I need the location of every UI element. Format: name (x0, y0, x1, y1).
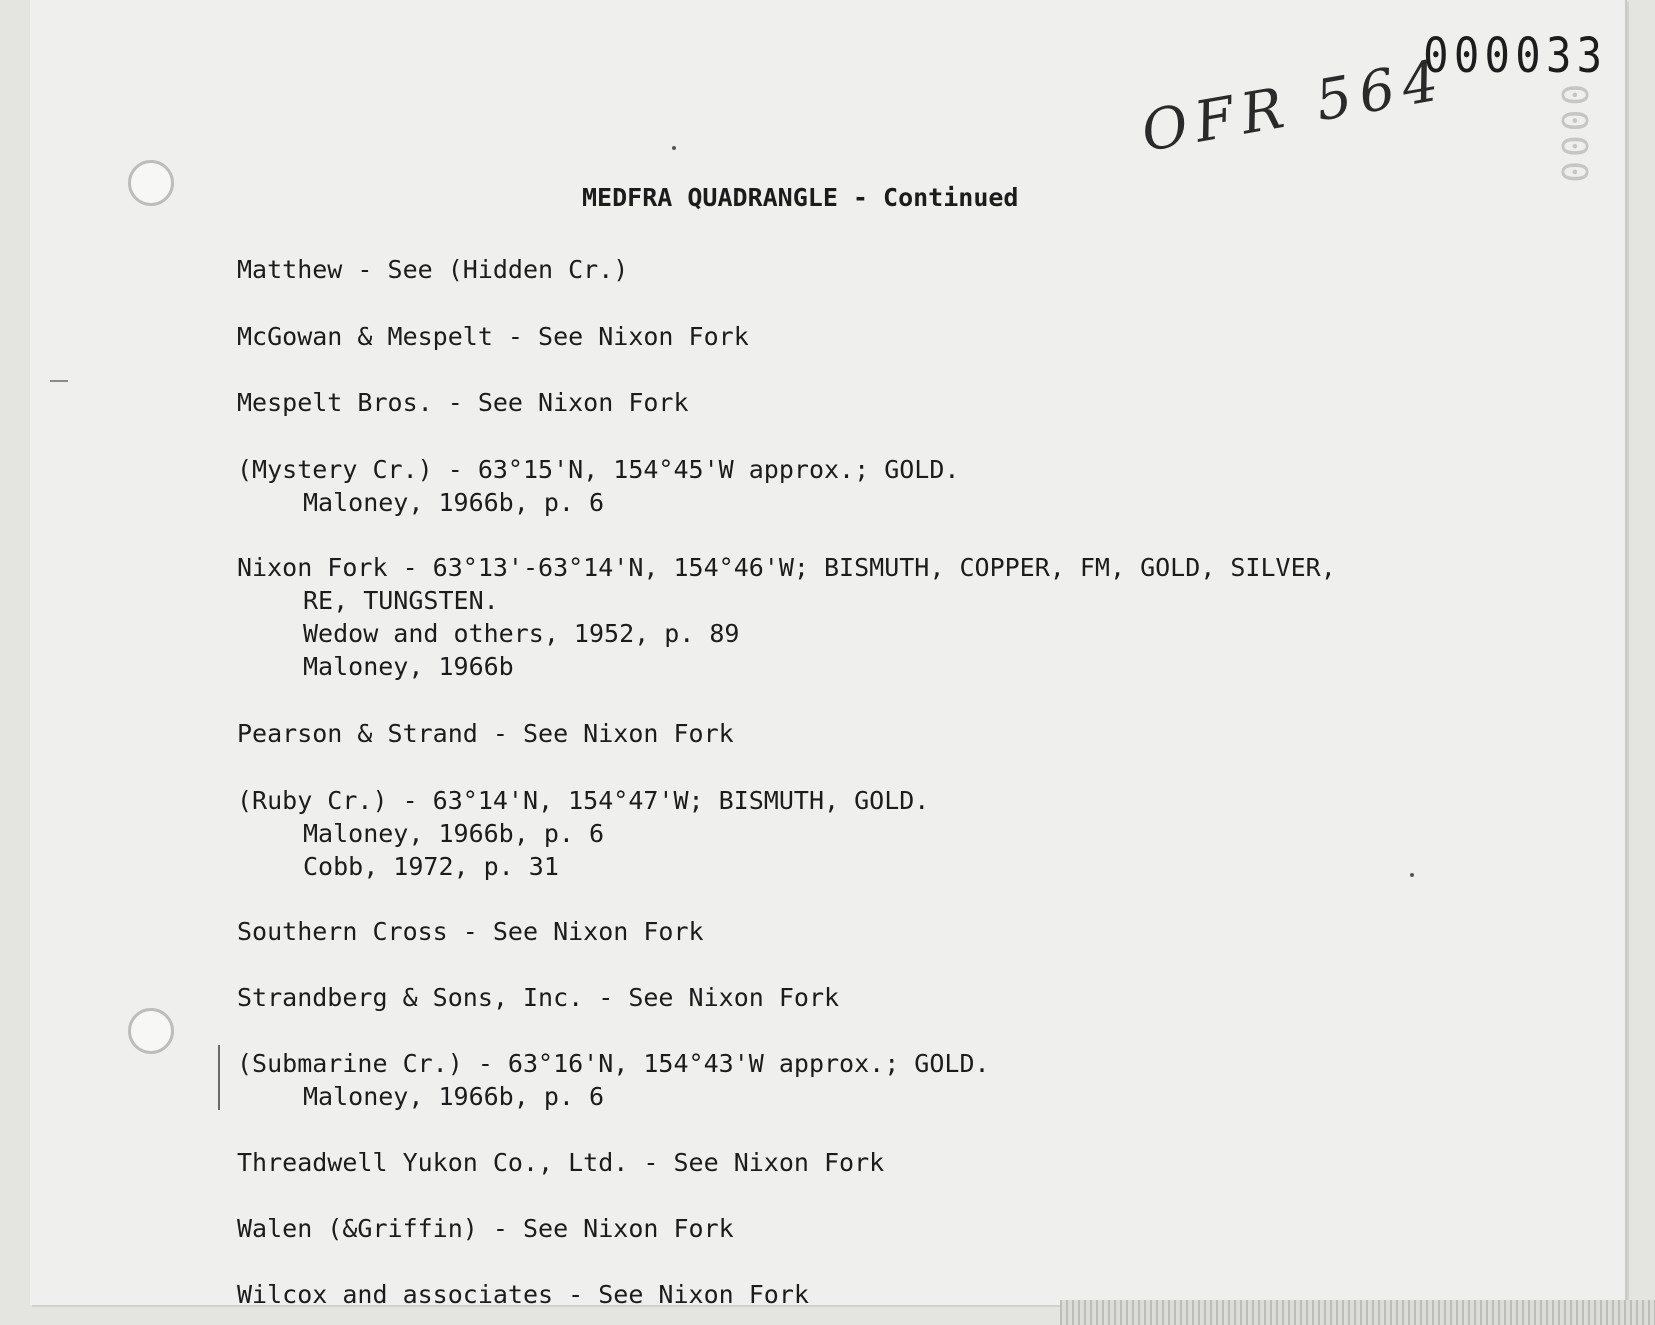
entry-heading: Pearson & Strand - See Nixon Fork (237, 719, 734, 748)
margin-mark (218, 1045, 220, 1110)
entry (237, 784, 929, 883)
punch-hole-top (128, 160, 174, 206)
entry (237, 453, 959, 519)
entry-reference: Cobb, 1972, p. 31 (303, 852, 559, 881)
entry (237, 1146, 884, 1179)
entry-reference: Maloney, 1966b (303, 652, 514, 681)
entry-reference: RE, TUNGSTEN. (303, 586, 499, 615)
entry-heading: (Ruby Cr.) - 63°14'N, 154°47'W; BISMUTH, GOLD. (237, 786, 930, 815)
entry (237, 981, 839, 1014)
entry-reference: Maloney, 1966b, p. 6 (303, 1082, 605, 1111)
faint-bleedthrough-stamp: 0000 (1556, 80, 1597, 183)
entry-heading: Mespelt Bros. - See Nixon Fork (237, 388, 689, 417)
entry-heading: McGowan & Mespelt - See Nixon Fork (237, 322, 749, 351)
entry (237, 320, 749, 353)
speck (1410, 873, 1414, 877)
speck (672, 146, 676, 150)
entry (237, 1212, 734, 1245)
entry-heading: Walen (&Griffin) - See Nixon Fork (237, 1214, 734, 1243)
entry (237, 1278, 809, 1311)
entry-heading: Strandberg & Sons, Inc. - See Nixon Fork (237, 983, 840, 1012)
entry (237, 253, 628, 286)
edge-mark (50, 380, 68, 382)
entry-heading: (Mystery Cr.) - 63°15'N, 154°45'W approx.; GOLD. (237, 455, 960, 484)
entry-heading: Threadwell Yukon Co., Ltd. - See Nixon Fork (237, 1148, 885, 1177)
scan-edge (1060, 1300, 1655, 1325)
entry (237, 551, 1336, 683)
punch-hole-bottom (128, 1008, 174, 1054)
entry (237, 717, 734, 750)
entry-heading: Southern Cross - See Nixon Fork (237, 917, 704, 946)
entry (237, 1047, 990, 1113)
handwritten-note: OFR 564 (1136, 47, 1451, 166)
page-title: MEDFRA QUADRANGLE - Continued (582, 183, 1019, 212)
entry-reference: Maloney, 1966b, p. 6 (303, 488, 605, 517)
entry-heading: (Submarine Cr.) - 63°16'N, 154°43'W approx.; GOLD. (237, 1049, 990, 1078)
entry-heading: Matthew - See (Hidden Cr.) (237, 255, 629, 284)
entry (237, 386, 689, 419)
page-number-stamp: 000033 (1422, 28, 1607, 84)
entry (237, 915, 704, 948)
entry-reference: Maloney, 1966b, p. 6 (303, 819, 605, 848)
entry-reference: Wedow and others, 1952, p. 89 (303, 619, 740, 648)
entry-heading: Wilcox and associates - See Nixon Fork (237, 1280, 809, 1309)
entry-heading: Nixon Fork - 63°13'-63°14'N, 154°46'W; BISMUTH, COPPER, FM, GOLD, SILVER, (237, 553, 1336, 582)
